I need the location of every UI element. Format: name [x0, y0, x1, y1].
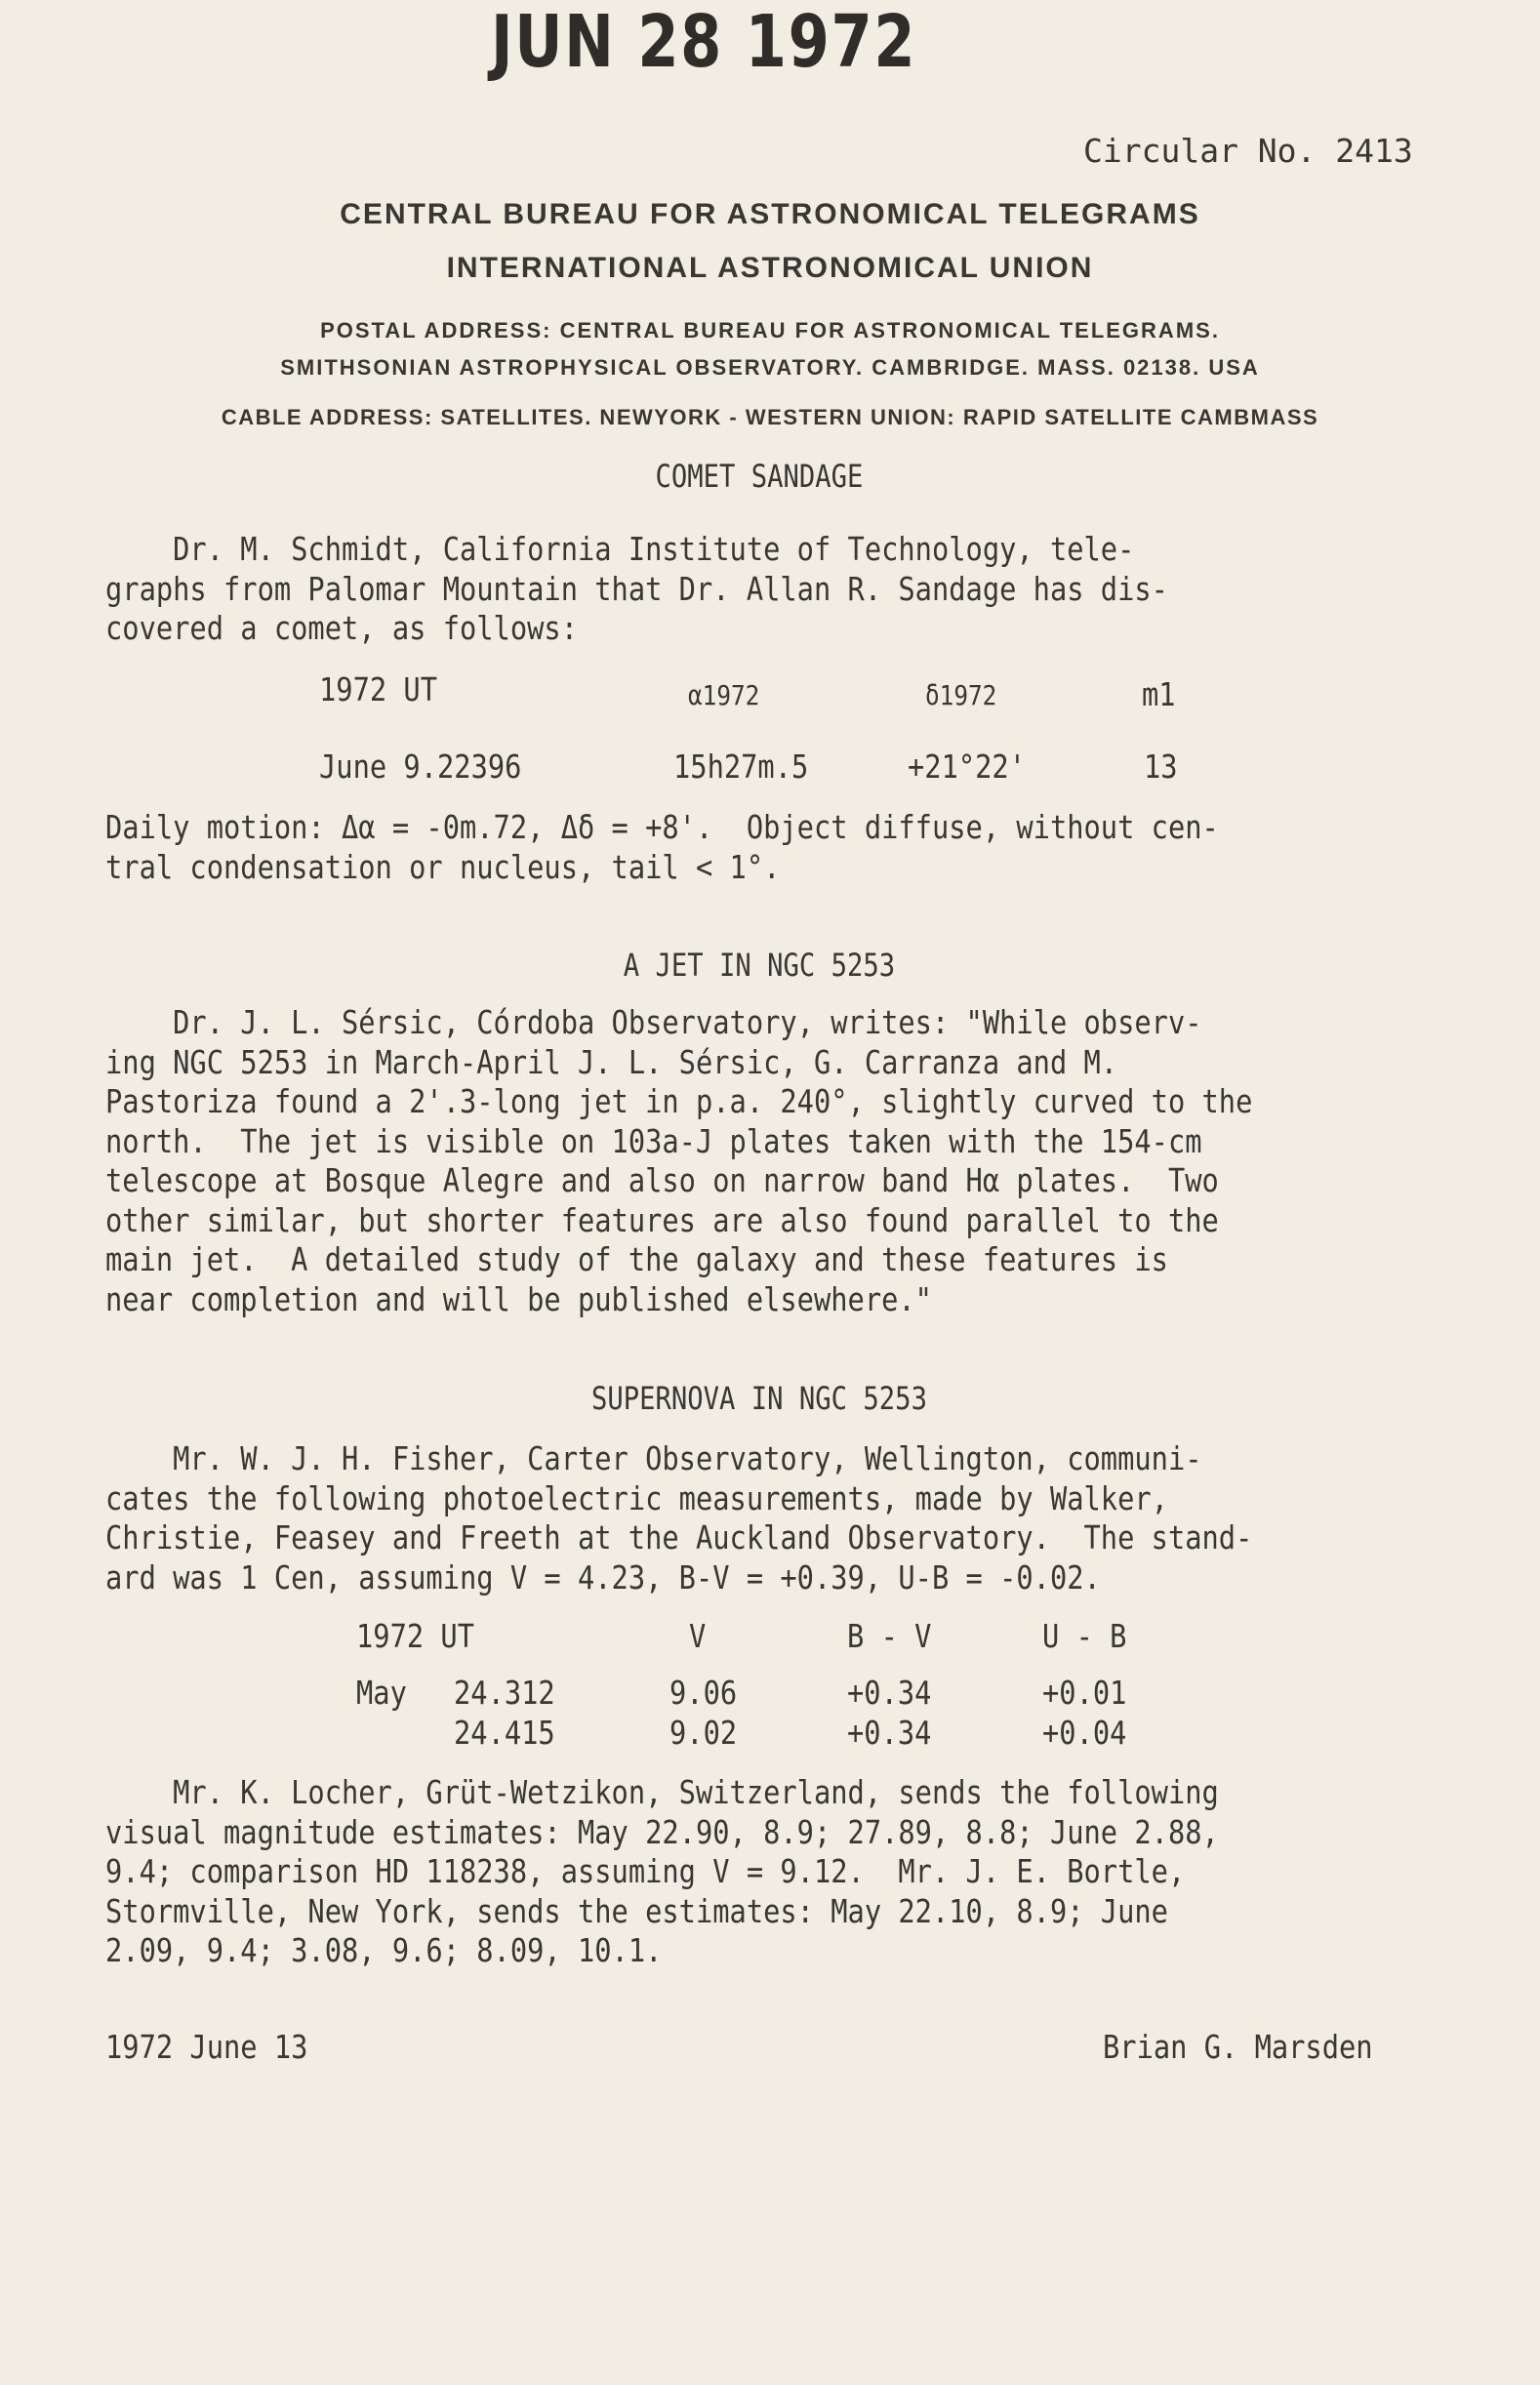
bureau-title: CENTRAL BUREAU FOR ASTRONOMICAL TELEGRAMS	[340, 198, 1200, 230]
author-signature: Brian G. Marsden	[1103, 2028, 1373, 2066]
issue-date: 1972 June 13	[105, 2028, 308, 2066]
received-date-stamp: JUN 28 1972	[491, 0, 917, 84]
section-title-supernova: SUPERNOVA IN NGC 5253	[591, 1380, 927, 1417]
supernova-paragraph-1: Mr. W. J. H. Fisher, Carter Observatory, Wellington, communi- cates the following photoelectric measurements, made by Walker, Christie, Feasey and Freeth at the Auckland Observatory. The stand- ard was 1 Cen, assuming V = 4.23, B-V = +0.39, U-B = -0.02.	[105, 1439, 1253, 1597]
sn-row-2-bv: +0.34	[847, 1714, 932, 1752]
postal-address-line-2: SMITHSONIAN ASTROPHYSICAL OBSERVATORY. CAMBRIDGE. MASS. 02138. USA	[280, 355, 1260, 380]
cable-address: CABLE ADDRESS: SATELLITES. NEWYORK - WESTERN UNION: RAPID SATELLITE CAMBMASS	[221, 405, 1319, 429]
sn-col-v: V	[689, 1617, 707, 1655]
sn-col-time: 1972 UT	[356, 1617, 474, 1655]
comet-row-ra: 15h27m.5	[673, 748, 809, 786]
comet-paragraph-1: Dr. M. Schmidt, California Institute of Technology, tele- graphs from Palomar Mountain that Dr. Allan R. Sandage has dis- covered a comet, as follows:	[105, 530, 1168, 647]
comet-row-dec: +21°22'	[908, 748, 1026, 786]
comet-col-time: 1972 UT	[319, 670, 437, 708]
comet-row-date: June 9.22396	[319, 748, 522, 786]
sn-col-ub: U - B	[1042, 1617, 1127, 1655]
sn-row-1-day: 24.312	[454, 1674, 555, 1712]
sn-row-2-ub: +0.04	[1042, 1714, 1127, 1752]
sn-row-1-bv: +0.34	[847, 1674, 932, 1712]
comet-col-mag: m1	[1142, 675, 1176, 713]
sn-row-1-month: May	[356, 1674, 407, 1712]
postal-address-line-1: POSTAL ADDRESS: CENTRAL BUREAU FOR ASTRONOMICAL TELEGRAMS.	[320, 318, 1220, 343]
sn-row-2-v: 9.02	[669, 1714, 738, 1752]
comet-col-ra: α1972	[688, 679, 760, 711]
section-title-comet: COMET SANDAGE	[655, 458, 864, 495]
sn-row-2-day: 24.415	[454, 1714, 555, 1752]
sn-row-1-ub: +0.01	[1042, 1674, 1127, 1712]
circular-number: Circular No. 2413	[1083, 132, 1413, 170]
comet-row-mag: 13	[1144, 748, 1178, 786]
jet-paragraph: Dr. J. L. Sérsic, Córdoba Observatory, writes: "While observ- ing NGC 5253 in March-April J. L. Sérsic, G. Carranza and M. Pastoriza found a 2'.3-long jet in p.a. 240°, slightly curved to the north. The jet is visible on 103a-J plates taken with the 154-cm telescope at Bosque Alegre and also on narrow band Hα plates. Two other similar, but shorter features are also found parallel to the main jet. A detailed study of the galaxy and these features is near completion and will be published elsewhere."	[105, 1003, 1253, 1318]
comet-col-dec: δ1972	[925, 679, 997, 711]
comet-paragraph-2: Daily motion: Δα = -0m.72, Δδ = +8'. Object diffuse, without cen- tral condensation or nucleus, tail < 1°.	[105, 808, 1219, 886]
sn-row-1-v: 9.06	[669, 1674, 738, 1712]
sn-col-bv: B - V	[847, 1617, 932, 1655]
supernova-paragraph-2: Mr. K. Locher, Grüt-Wetzikon, Switzerland, sends the following visual magnitude estimates: May 22.90, 8.9; 27.89, 8.8; June 2.88, 9.4; comparison HD 118238, assuming V = 9.12. Mr. J. E. Bortle, Stormville, New York, sends the estimates: May 22.10, 8.9; June 2.09, 9.4; 3.08, 9.6; 8.09, 10.1.	[105, 1773, 1219, 1969]
union-title: INTERNATIONAL ASTRONOMICAL UNION	[446, 252, 1094, 284]
section-title-jet: A JET IN NGC 5253	[623, 947, 896, 984]
